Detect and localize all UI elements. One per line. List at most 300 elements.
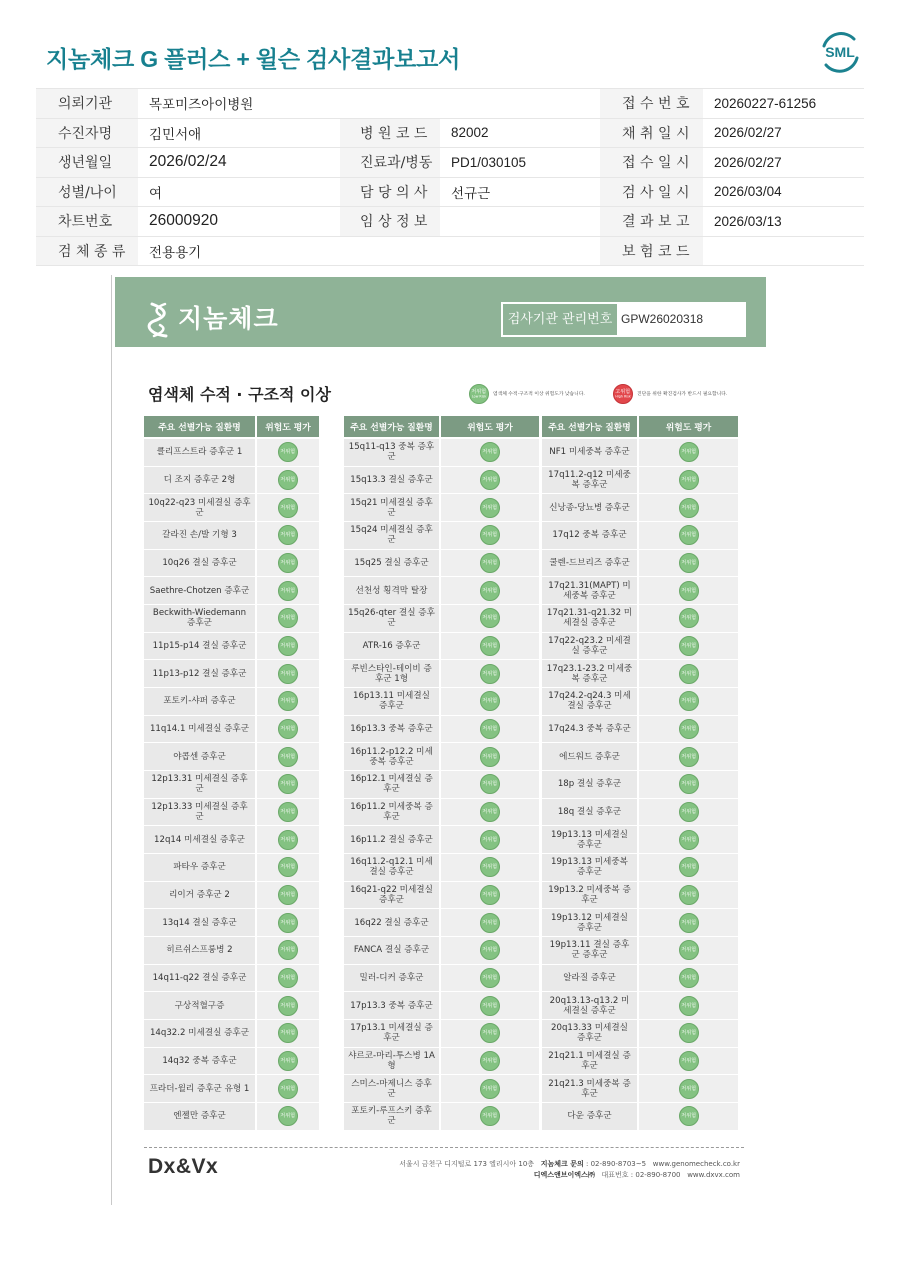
insurance-code-value bbox=[703, 236, 864, 266]
table-row bbox=[542, 1020, 738, 1048]
high-risk-badge-label: 고위험 bbox=[615, 388, 631, 395]
disease-name: 11p13-p12 결실 증후군 bbox=[144, 660, 257, 687]
risk-cell bbox=[639, 799, 738, 826]
low-risk-badge bbox=[679, 608, 699, 628]
risk-badge-label: 저위험 bbox=[681, 753, 696, 760]
risk-cell bbox=[441, 494, 539, 521]
specimen-value: 전용용기 bbox=[138, 236, 600, 266]
risk-badge-label: 저위험 bbox=[482, 559, 498, 566]
risk-badge-label: 저위험 bbox=[280, 587, 296, 594]
risk-cell bbox=[441, 909, 539, 936]
risk-cell bbox=[441, 439, 539, 466]
disease-name: 16p11.2-p12.2 미세중복 증후군 bbox=[344, 743, 441, 770]
risk-cell bbox=[441, 1020, 539, 1047]
risk-cell bbox=[639, 688, 738, 715]
risk-badge-label: 저위험 bbox=[482, 919, 498, 926]
risk-badge-label: 저위험 bbox=[482, 864, 498, 870]
low-risk-badge bbox=[679, 747, 699, 767]
risk-cell bbox=[639, 882, 738, 909]
low-risk-badge bbox=[480, 913, 500, 933]
low-risk-badge bbox=[278, 636, 298, 656]
low-risk-badge bbox=[278, 608, 298, 628]
disease-name: 14q11-q22 결실 증후군 bbox=[144, 965, 257, 992]
risk-cell bbox=[257, 743, 319, 770]
risk-badge-label: 저위험 bbox=[280, 448, 296, 455]
table-row bbox=[344, 605, 539, 633]
disease-column-header: 주요 선별가능 질환명 bbox=[542, 416, 639, 437]
low-risk-badge bbox=[278, 498, 298, 518]
risk-cell bbox=[639, 716, 738, 743]
table-row bbox=[344, 937, 539, 965]
risk-badge-label: 저위험 bbox=[681, 1113, 696, 1120]
table-row bbox=[344, 494, 539, 522]
risk-column-header: 위험도 평가 bbox=[639, 416, 738, 437]
risk-badge-label: 저위험 bbox=[280, 808, 296, 815]
disease-name: 15q11-q13 중복 증후군 bbox=[344, 439, 441, 466]
risk-badge-label: 저위험 bbox=[280, 504, 296, 511]
low-risk-badge bbox=[679, 774, 699, 794]
risk-badge-label: 저위험 bbox=[681, 947, 696, 953]
risk-cell bbox=[639, 467, 738, 494]
low-risk-badge bbox=[278, 442, 298, 462]
table-row bbox=[344, 467, 539, 495]
low-risk-badge bbox=[679, 913, 699, 933]
disease-name: NF1 미세중복 증후군 bbox=[542, 439, 639, 466]
disease-name: 17q23.1-23.2 미세중복 증후군 bbox=[542, 660, 639, 687]
risk-badge-label: 저위험 bbox=[482, 670, 498, 677]
disease-name: 21q21.1 미세결실 증후군 bbox=[542, 1048, 639, 1075]
hospital-code-label: 병 원 코 드 bbox=[340, 118, 440, 148]
table-row bbox=[344, 1048, 539, 1076]
report-title: 지놈체크 G 플러스 + 윌슨 검사결과보고서 bbox=[46, 46, 461, 72]
risk-cell bbox=[639, 1075, 738, 1102]
disease-name: 구상적혈구증 bbox=[144, 992, 257, 1019]
disease-name: 10q22-q23 미세결실 증후군 bbox=[144, 494, 257, 521]
risk-badge-label: 저위험 bbox=[681, 836, 696, 843]
risk-badge-label: 저위험 bbox=[482, 642, 498, 649]
low-risk-badge bbox=[480, 1023, 500, 1043]
table-row bbox=[144, 439, 319, 467]
disease-name: 16q11.2-q12.1 미세결실 증후군 bbox=[344, 854, 441, 881]
risk-badge-label: 저위험 bbox=[482, 753, 498, 760]
disease-name: 16q22 결실 증후군 bbox=[344, 909, 441, 936]
disease-name: 리이거 증후군 2 bbox=[144, 882, 257, 909]
footer-divider bbox=[144, 1147, 744, 1148]
risk-cell bbox=[639, 633, 738, 660]
table-row bbox=[144, 965, 319, 993]
low-risk-badge bbox=[480, 996, 500, 1016]
clinical-info-label: 임 상 정 보 bbox=[340, 207, 440, 237]
risk-badge-label: 저위험 bbox=[280, 476, 296, 483]
table-row bbox=[344, 854, 539, 882]
scanned-result-sheet bbox=[111, 275, 767, 1205]
risk-cell bbox=[639, 605, 738, 632]
risk-badge-label: 저위험 bbox=[280, 725, 296, 732]
info-row bbox=[36, 207, 864, 237]
low-risk-badge bbox=[278, 940, 298, 960]
table-row bbox=[542, 909, 738, 937]
low-risk-badge bbox=[679, 636, 699, 656]
info-row bbox=[36, 148, 864, 178]
risk-badge-label: 저위험 bbox=[681, 919, 696, 926]
low-risk-badge bbox=[278, 885, 298, 905]
low-risk-badge bbox=[278, 664, 298, 684]
disease-name: 15q13.3 결실 증후군 bbox=[344, 467, 441, 494]
table-row bbox=[344, 909, 539, 937]
risk-cell bbox=[257, 577, 319, 604]
low-risk-badge bbox=[480, 470, 500, 490]
table-row bbox=[144, 577, 319, 605]
chart-no-label: 차트번호 bbox=[36, 207, 138, 237]
risk-cell bbox=[441, 1103, 539, 1130]
disease-name: FANCA 결실 증후군 bbox=[344, 937, 441, 964]
info-row bbox=[36, 177, 864, 207]
sex-age-value: 여 bbox=[138, 177, 340, 207]
footer-line-2 bbox=[399, 1170, 740, 1181]
high-risk-legend-badge bbox=[613, 384, 633, 404]
table-header-row bbox=[344, 416, 539, 437]
risk-cell bbox=[441, 605, 539, 632]
risk-badge-label: 저위험 bbox=[280, 1113, 296, 1120]
low-risk-badge bbox=[278, 913, 298, 933]
risk-cell bbox=[441, 992, 539, 1019]
disease-name: 20q13.33 미세결실 증후군 bbox=[542, 1020, 639, 1047]
low-risk-badge bbox=[278, 1051, 298, 1071]
risk-cell bbox=[441, 633, 539, 660]
doctor-label: 담 당 의 사 bbox=[340, 177, 440, 207]
table-row bbox=[542, 716, 738, 744]
risk-cell bbox=[257, 467, 319, 494]
footer-company: 디엑스앤브이엑스㈜ bbox=[533, 1171, 595, 1179]
table-row bbox=[344, 1020, 539, 1048]
risk-cell bbox=[257, 1020, 319, 1047]
table-row bbox=[344, 688, 539, 716]
hospital-code-value: 82002 bbox=[440, 118, 600, 148]
disease-name: 16p12.1 미세결실 증후군 bbox=[344, 771, 441, 798]
risk-badge-label: 저위험 bbox=[482, 808, 498, 815]
risk-badge-label: 저위험 bbox=[482, 1030, 498, 1036]
footer-main-label: 대표번호 bbox=[601, 1171, 629, 1179]
risk-badge-label: 저위험 bbox=[681, 697, 696, 704]
risk-cell bbox=[639, 743, 738, 770]
low-risk-badge bbox=[278, 525, 298, 545]
risk-badge-label: 저위험 bbox=[280, 670, 296, 677]
risk-cell bbox=[257, 494, 319, 521]
agency-number-box bbox=[501, 302, 746, 337]
low-risk-badge bbox=[278, 1106, 298, 1126]
disease-name: 히르쉬스프룽병 2 bbox=[144, 937, 257, 964]
disease-name: 18q 결실 증후군 bbox=[542, 799, 639, 826]
table-row bbox=[144, 550, 319, 578]
risk-cell bbox=[441, 1075, 539, 1102]
risk-cell bbox=[257, 522, 319, 549]
risk-badge-label: 저위험 bbox=[280, 753, 296, 760]
table-row bbox=[542, 1048, 738, 1076]
low-risk-badge bbox=[679, 470, 699, 490]
disease-name: 갈라진 손/발 기형 3 bbox=[144, 522, 257, 549]
footer-contact bbox=[399, 1159, 740, 1181]
risk-badge-label: 저위험 bbox=[482, 725, 498, 732]
disease-name: 17q24.2-q24.3 미세결실 증후군 bbox=[542, 688, 639, 715]
table-row bbox=[144, 1075, 319, 1103]
disease-name: 야콥센 증후군 bbox=[144, 743, 257, 770]
low-risk-badge bbox=[480, 691, 500, 711]
table-row bbox=[344, 743, 539, 771]
risk-column-header: 위험도 평가 bbox=[441, 416, 539, 437]
high-risk-legend-text: 진단을 위한 확진검사가 반드시 필요합니다. bbox=[637, 390, 728, 397]
disease-name: 클리프스트라 증후군 1 bbox=[144, 439, 257, 466]
risk-badge-label: 저위험 bbox=[280, 1030, 296, 1036]
low-risk-badge bbox=[480, 968, 500, 988]
risk-badge-label: 저위험 bbox=[280, 919, 296, 926]
low-risk-badge bbox=[480, 802, 500, 822]
table-row bbox=[344, 1103, 539, 1131]
disease-name: 17p13.1 미세결실 증후군 bbox=[344, 1020, 441, 1047]
table-row bbox=[144, 688, 319, 716]
disease-name: 19p13.13 미세결실 증후군 bbox=[542, 826, 639, 853]
risk-cell bbox=[639, 1020, 738, 1047]
disease-name: 12q14 미세결실 증후군 bbox=[144, 826, 257, 853]
disease-name: 16p13.11 미세결실 증후군 bbox=[344, 688, 441, 715]
table-row bbox=[542, 688, 738, 716]
table-row bbox=[144, 1103, 319, 1131]
risk-badge-label: 저위험 bbox=[482, 476, 498, 483]
disease-column-header: 주요 선별가능 질환명 bbox=[144, 416, 257, 437]
disease-name: 14q32.2 미세결실 증후군 bbox=[144, 1020, 257, 1047]
risk-cell bbox=[441, 660, 539, 687]
low-risk-legend-badge bbox=[469, 384, 489, 404]
low-risk-badge bbox=[278, 830, 298, 850]
risk-badge-label: 저위험 bbox=[280, 1057, 296, 1064]
risk-badge-label: 저위험 bbox=[280, 891, 296, 898]
low-risk-badge bbox=[480, 830, 500, 850]
low-risk-badge bbox=[679, 442, 699, 462]
risk-badge-label: 저위험 bbox=[280, 864, 296, 870]
low-risk-badge bbox=[480, 1051, 500, 1071]
risk-badge-label: 저위험 bbox=[681, 614, 696, 621]
collection-date-value: 2026/02/27 bbox=[703, 118, 864, 148]
risk-badge-label: 저위험 bbox=[681, 531, 696, 538]
risk-badge-label: 저위험 bbox=[482, 780, 498, 787]
table-row bbox=[542, 467, 738, 495]
risk-cell bbox=[257, 1048, 319, 1075]
risk-badge-label: 저위험 bbox=[482, 947, 498, 953]
low-risk-badge bbox=[480, 774, 500, 794]
risk-cell bbox=[441, 467, 539, 494]
risk-cell bbox=[257, 799, 319, 826]
disease-name: 디 조지 증후군 2형 bbox=[144, 467, 257, 494]
low-risk-badge bbox=[480, 1106, 500, 1126]
risk-cell bbox=[441, 743, 539, 770]
risk-badge-label: 저위험 bbox=[482, 531, 498, 538]
risk-badge-label: 저위험 bbox=[681, 642, 696, 649]
risk-badge-label: 저위험 bbox=[482, 697, 498, 704]
risk-badge-label: 저위험 bbox=[681, 1030, 696, 1036]
table-row bbox=[344, 522, 539, 550]
disease-name: 샤르코-마리-투스병 1A형 bbox=[344, 1048, 441, 1075]
risk-cell bbox=[639, 439, 738, 466]
table-row bbox=[344, 1075, 539, 1103]
low-risk-badge bbox=[679, 1106, 699, 1126]
risk-cell bbox=[257, 854, 319, 881]
risk-cell bbox=[441, 688, 539, 715]
risk-cell bbox=[639, 660, 738, 687]
risk-badge-label: 저위험 bbox=[681, 864, 696, 870]
disease-name: 15q26-qter 결실 증후군 bbox=[344, 605, 441, 632]
institution-label: 의뢰기관 bbox=[36, 89, 138, 119]
risk-cell bbox=[441, 937, 539, 964]
table-row bbox=[144, 992, 319, 1020]
risk-badge-label: 저위험 bbox=[482, 1057, 498, 1064]
low-risk-badge bbox=[679, 719, 699, 739]
risk-badge-label: 저위험 bbox=[681, 448, 696, 455]
table-row bbox=[542, 1103, 738, 1131]
low-risk-legend-text: 염색체 수적·구조적 이상 위험도가 낮습니다. bbox=[493, 390, 585, 397]
low-risk-badge bbox=[679, 940, 699, 960]
low-risk-badge bbox=[278, 470, 298, 490]
low-risk-badge bbox=[278, 581, 298, 601]
risk-badge-label: 저위험 bbox=[681, 891, 696, 898]
info-row bbox=[36, 236, 864, 266]
table-row bbox=[344, 716, 539, 744]
table-row bbox=[542, 577, 738, 605]
disease-name: 19p13.11 결실 증후군 증후군 bbox=[542, 937, 639, 964]
disease-name: 17q11.2-q12 미세중복 증후군 bbox=[542, 467, 639, 494]
risk-cell bbox=[257, 633, 319, 660]
low-risk-badge bbox=[278, 719, 298, 739]
low-risk-badge bbox=[679, 996, 699, 1016]
risk-badge-label: 저위험 bbox=[681, 725, 696, 732]
info-row bbox=[36, 118, 864, 148]
birth-date-value: 2026/02/24 bbox=[138, 148, 340, 178]
risk-badge-label: 저위험 bbox=[681, 559, 696, 566]
table-row bbox=[144, 937, 319, 965]
risk-badge-label: 저위험 bbox=[681, 974, 696, 981]
risk-cell bbox=[639, 1103, 738, 1130]
low-risk-badge bbox=[480, 747, 500, 767]
disease-table-group-3 bbox=[542, 416, 738, 1131]
receipt-no-label: 접 수 번 호 bbox=[600, 89, 703, 119]
table-row bbox=[344, 965, 539, 993]
sml-logo-text: SML bbox=[825, 44, 855, 60]
risk-badge-label: 저위험 bbox=[681, 670, 696, 677]
table-row bbox=[144, 522, 319, 550]
low-risk-badge bbox=[679, 885, 699, 905]
disease-name: 19p13.13 미세중복 증후군 bbox=[542, 854, 639, 881]
disease-name: Saethre-Chotzen 증후군 bbox=[144, 577, 257, 604]
low-risk-badge bbox=[679, 498, 699, 518]
table-row bbox=[344, 633, 539, 661]
risk-badge-label: 저위험 bbox=[280, 642, 296, 649]
table-row bbox=[144, 494, 319, 522]
risk-cell bbox=[257, 771, 319, 798]
low-risk-badge bbox=[480, 1079, 500, 1099]
low-risk-badge bbox=[278, 857, 298, 877]
low-risk-badge bbox=[278, 691, 298, 711]
table-row bbox=[542, 605, 738, 633]
risk-badge-label: 저위험 bbox=[482, 1002, 498, 1009]
disease-column-header: 주요 선별가능 질환명 bbox=[344, 416, 441, 437]
risk-cell bbox=[441, 854, 539, 881]
risk-cell bbox=[441, 771, 539, 798]
table-row bbox=[542, 937, 738, 965]
patient-info-table bbox=[36, 88, 864, 266]
low-risk-badge bbox=[679, 1023, 699, 1043]
risk-badge-label: 저위험 bbox=[681, 587, 696, 594]
low-risk-badge bbox=[278, 996, 298, 1016]
table-row bbox=[344, 550, 539, 578]
disease-name: 12p13.31 미세결실 증후군 bbox=[144, 771, 257, 798]
table-row bbox=[144, 799, 319, 827]
table-row bbox=[542, 522, 738, 550]
risk-cell bbox=[639, 826, 738, 853]
disease-name: 16p11.2 결실 증후군 bbox=[344, 826, 441, 853]
table-row bbox=[344, 660, 539, 688]
receipt-date-value: 2026/02/27 bbox=[703, 148, 864, 178]
risk-cell bbox=[257, 660, 319, 687]
low-risk-badge bbox=[278, 747, 298, 767]
risk-cell bbox=[441, 1048, 539, 1075]
low-risk-badge bbox=[278, 553, 298, 573]
risk-cell bbox=[639, 937, 738, 964]
risk-cell bbox=[639, 909, 738, 936]
birth-date-label: 생년월일 bbox=[36, 148, 138, 178]
low-risk-badge bbox=[480, 719, 500, 739]
table-row bbox=[542, 992, 738, 1020]
risk-badge-label: 저위험 bbox=[482, 1085, 498, 1092]
disease-name: 쿨렌-드브리즈 증후군 bbox=[542, 550, 639, 577]
receipt-date-label: 접 수 일 시 bbox=[600, 148, 703, 178]
disease-name: 17p13.3 중복 증후군 bbox=[344, 992, 441, 1019]
table-row bbox=[542, 439, 738, 467]
disease-name: 16q21-q22 미세결실 증후군 bbox=[344, 882, 441, 909]
disease-name: Beckwith-Wiedemann 증후군 bbox=[144, 605, 257, 632]
risk-badge-label: 저위험 bbox=[280, 780, 296, 787]
table-row bbox=[144, 771, 319, 799]
high-risk-badge-sublabel: High Risk bbox=[615, 394, 631, 399]
patient-name-value: 김민서애 bbox=[138, 118, 340, 148]
disease-name: 에드워드 증후군 bbox=[542, 743, 639, 770]
risk-cell bbox=[639, 550, 738, 577]
low-risk-badge bbox=[480, 636, 500, 656]
risk-cell bbox=[257, 439, 319, 466]
risk-cell bbox=[441, 522, 539, 549]
risk-cell bbox=[257, 716, 319, 743]
risk-badge-label: 저위험 bbox=[681, 504, 696, 511]
risk-cell bbox=[257, 826, 319, 853]
disease-name: 루빈스타인-테이비 증후군 1형 bbox=[344, 660, 441, 687]
specimen-label: 검 체 종 류 bbox=[36, 236, 138, 266]
table-row bbox=[344, 826, 539, 854]
table-row bbox=[542, 743, 738, 771]
agency-number-label: 검사기관 관리번호 bbox=[507, 312, 613, 327]
risk-cell bbox=[257, 1103, 319, 1130]
disease-name: 선천성 횡격막 탈장 bbox=[344, 577, 441, 604]
low-risk-badge bbox=[480, 581, 500, 601]
risk-badge-label: 저위험 bbox=[280, 947, 296, 953]
low-risk-badge bbox=[278, 774, 298, 794]
risk-badge-label: 저위험 bbox=[280, 974, 296, 981]
low-risk-badge bbox=[480, 664, 500, 684]
low-risk-badge bbox=[480, 940, 500, 960]
info-row bbox=[36, 89, 864, 119]
risk-cell bbox=[441, 882, 539, 909]
sex-age-label: 성별/나이 bbox=[36, 177, 138, 207]
collection-date-label: 채 취 일 시 bbox=[600, 118, 703, 148]
low-risk-badge bbox=[278, 802, 298, 822]
disease-name: ATR-16 증후군 bbox=[344, 633, 441, 660]
risk-badge-label: 저위험 bbox=[482, 504, 498, 511]
